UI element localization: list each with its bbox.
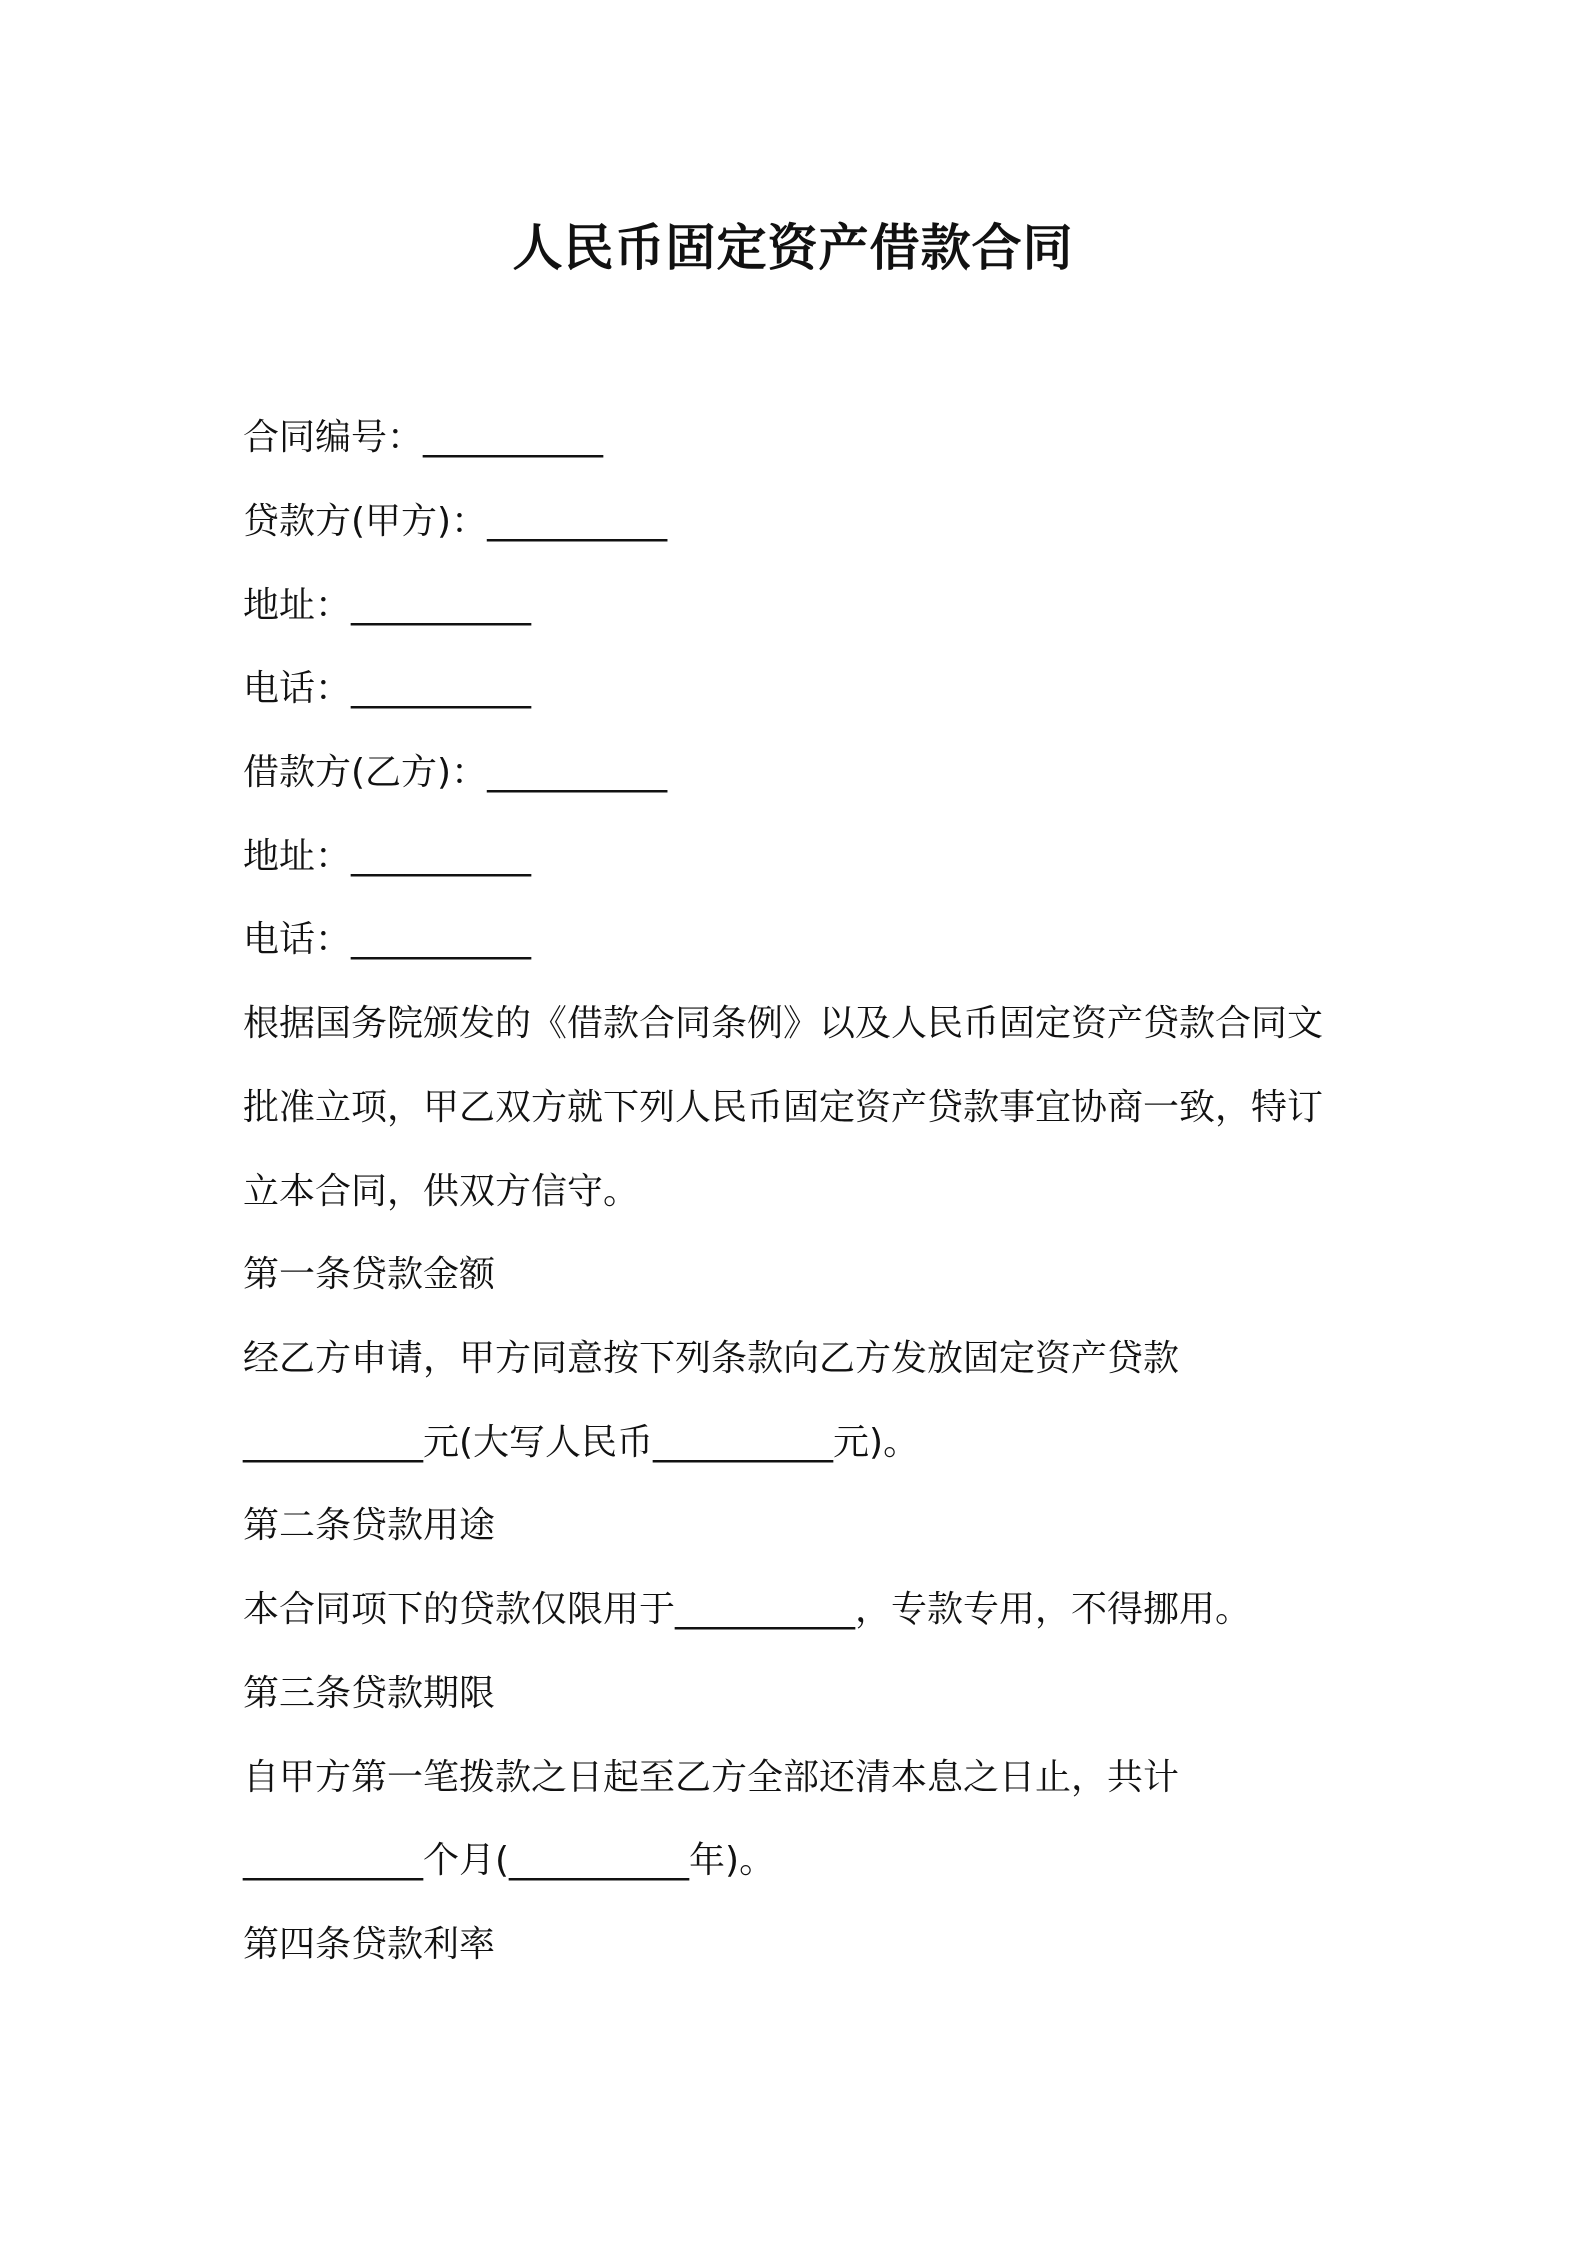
contract-number-line: 合同编号：__________ bbox=[243, 417, 604, 458]
document-title: 人民币固定资产借款合同 bbox=[512, 219, 1074, 277]
lender-phone-line: 电话：__________ bbox=[243, 668, 532, 709]
article-1-body-line-1: 经乙方申请，甲方同意按下列条款向乙方发放固定资产贷款 bbox=[243, 1338, 1180, 1379]
preamble-line-3: 立本合同，供双方信守。 bbox=[243, 1171, 640, 1212]
article-4-heading: 第四条贷款利率 bbox=[243, 1924, 496, 1965]
lender-line: 贷款方(甲方)：__________ bbox=[243, 501, 668, 542]
article-3-body-line-1: 自甲方第一笔拨款之日起至乙方全部还清本息之日止，共计 bbox=[243, 1757, 1180, 1798]
preamble-line-2: 批准立项，甲乙双方就下列人民币固定资产贷款事宜协商一致，特订 bbox=[243, 1087, 1324, 1128]
article-1-body-line-2: __________元(大写人民币__________元)。 bbox=[243, 1422, 920, 1463]
article-2-heading: 第二条贷款用途 bbox=[243, 1505, 496, 1546]
article-3-heading: 第三条贷款期限 bbox=[243, 1673, 496, 1714]
article-3-body-line-2: __________个月(__________年)。 bbox=[243, 1840, 776, 1881]
article-2-body: 本合同项下的贷款仅限用于__________，专款专用，不得挪用。 bbox=[243, 1589, 1252, 1630]
article-1-heading: 第一条贷款金额 bbox=[243, 1254, 496, 1295]
borrower-phone-line: 电话：__________ bbox=[243, 919, 532, 960]
borrower-line: 借款方(乙方)：__________ bbox=[243, 752, 668, 793]
lender-address-line: 地址：__________ bbox=[243, 585, 532, 626]
preamble-line-1: 根据国务院颁发的《借款合同条例》以及人民币固定资产贷款合同文 bbox=[243, 1003, 1324, 1044]
borrower-address-line: 地址：__________ bbox=[243, 836, 532, 877]
